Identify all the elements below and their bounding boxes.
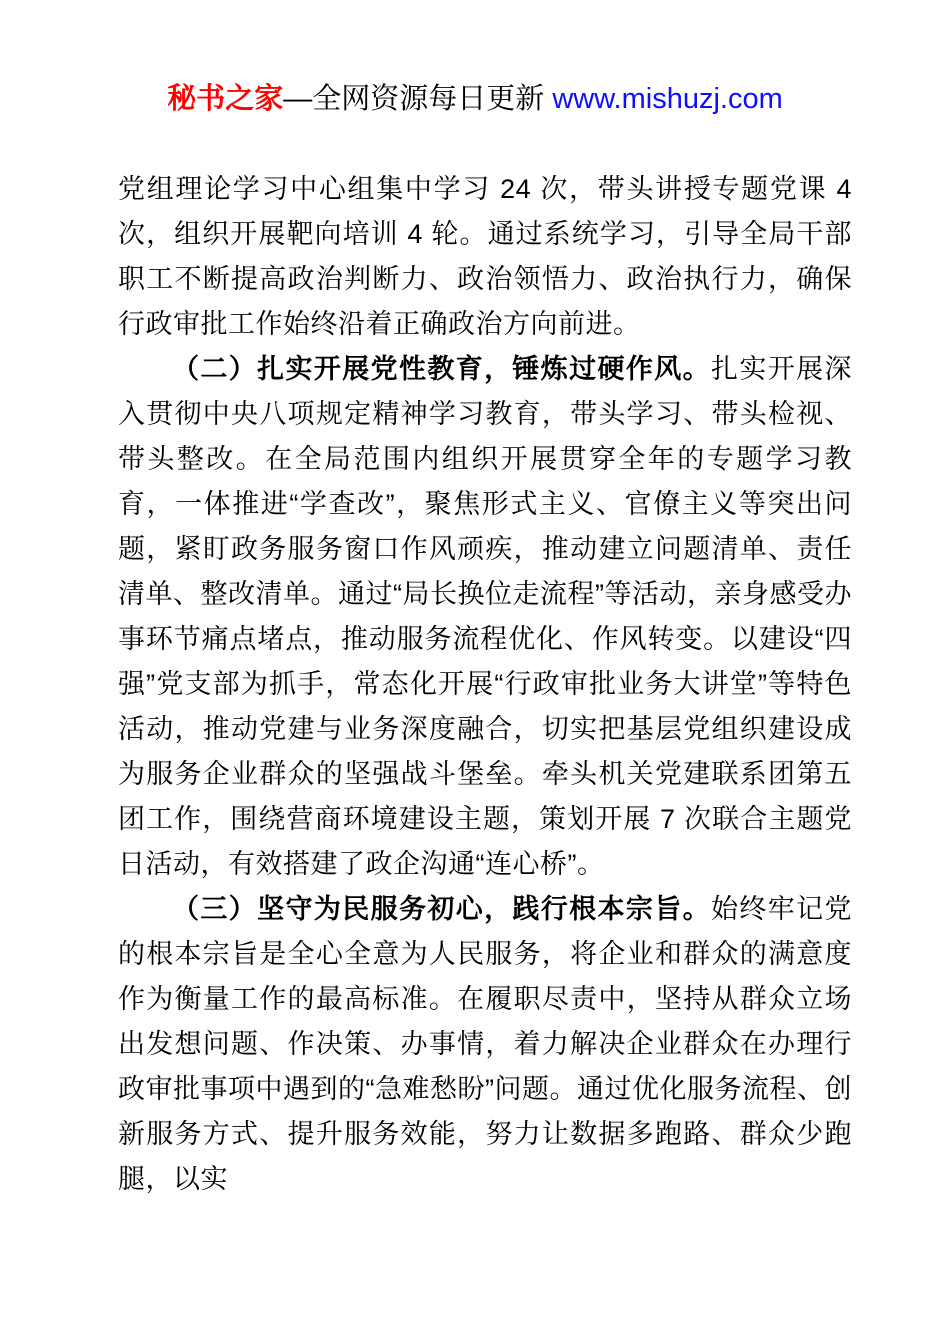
paragraph-continuation <box>118 167 852 347</box>
site-url-link[interactable]: www.mishuzj.com <box>552 83 783 115</box>
paragraph-section-3 <box>118 887 852 1202</box>
section-2-heading: （二）扎实开展党性教育，锤炼过硬作风。 <box>172 354 712 384</box>
paragraph-section-2 <box>118 347 852 887</box>
page-header <box>0 82 950 116</box>
document-body <box>118 167 852 1202</box>
section-3-heading: （三）坚守为民服务初心，践行根本宗旨。 <box>172 894 712 924</box>
section-3-text: 始终牢记党的根本宗旨是全心全意为人民服务，将企业和群众的满意度作为衡量工作的最高标准。在履职尽责中，坚持从群众立场出发想问题、作决策、办事情，着力解决企业群众在办理行政审批事项中遇到的“急难愁盼”问题。通过优化服务流程、创新服务方式、提升服务效能，努力让数据多跑路、群众少跑腿，以实 <box>118 894 853 1194</box>
brand-name: 秘书之家 <box>167 83 284 115</box>
paragraph-continuation-text: 党组理论学习中心组集中学习 24 次，带头讲授专题党课 4 次，组织开展靶向培训 4 轮。通过系统学习，引导全局干部职工不断提高政治判断力、政治领悟力、政治执行力，确保行政审批工作始终沿着正确政治方向前进。 <box>118 174 852 339</box>
section-2-text: 扎实开展深入贯彻中央八项规定精神学习教育，带头学习、带头检视、带头整改。在全局范围内组织开展贯穿全年的专题学习教育，一体推进“学查改”，聚焦形式主义、官僚主义等突出问题，紧盯政务服务窗口作风顽疾，推动建立问题清单、责任清单、整改清单。通过“局长换位走流程”等活动，亲身感受办事环节痛点堵点，推动服务流程优化、作风转变。以建设“四强”党支部为抓手，常态化开展“行政审批业务大讲堂”等特色活动，推动党建与业务深度融合，切实把基层党组织建设成为服务企业群众的坚强战斗堡垒。牵头机关党建联系团第五团工作，围绕营商环境建设主题，策划开展 7 次联合主题党日活动，有效搭建了政企沟通“连心桥”。 <box>118 354 853 879</box>
header-tagline: —全网资源每日更新 <box>283 83 553 115</box>
